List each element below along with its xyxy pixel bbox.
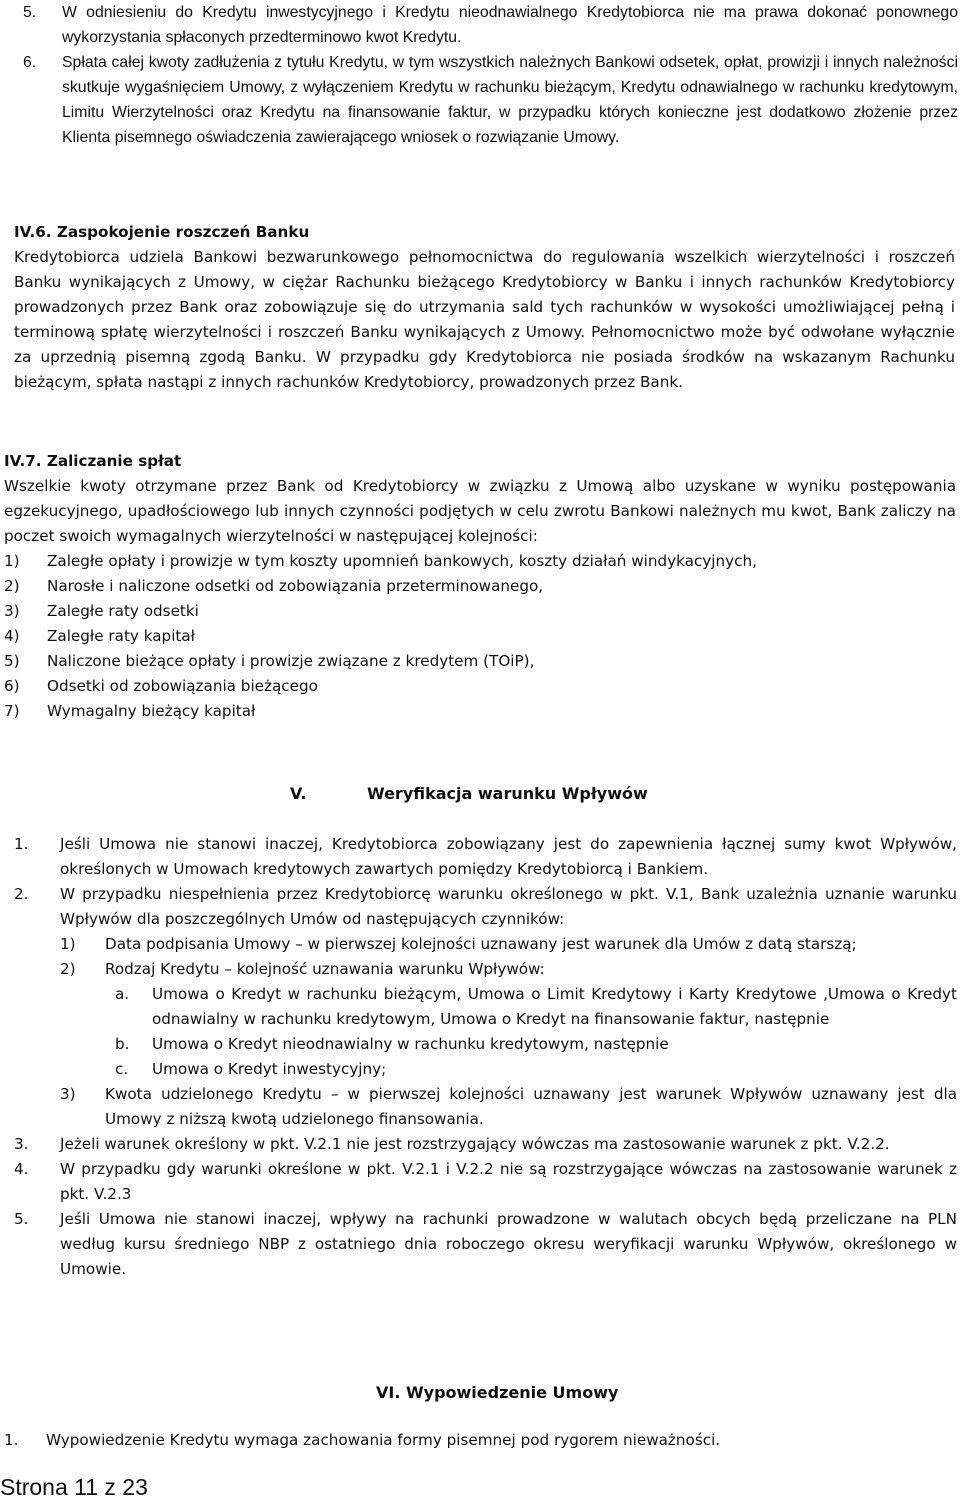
section-v (0, 832, 960, 1282)
sub-sub-list-item (0, 1032, 960, 1057)
section-vi-heading: VI. Wypowiedzenie Umowy (376, 1383, 619, 1402)
list-item-text: W przypadku niespełnienia przez Kredytobiorcę warunku określonego w pkt. V.1, Bank uzależnia uznanie warunku Wpływów dla poszczególnych Umów od następujących czynników: (60, 885, 957, 928)
list-item (0, 549, 960, 574)
section-heading: IV.6. Zaspokojenie roszczeń Banku (14, 223, 310, 241)
list-item-number: 2) (4, 577, 20, 595)
list-item-number: 5) (4, 652, 20, 670)
sub-sub-list-item-letter: c. (115, 1060, 129, 1078)
list-item (0, 699, 960, 724)
list-item-number: 1. (4, 1431, 19, 1449)
list-item-text: Wypowiedzenie Kredytu wymaga zachowania formy pisemnej pod rygorem nieważności. (46, 1431, 721, 1449)
list-item-number: 6) (4, 677, 20, 695)
list-item (0, 50, 960, 150)
list-item-text: Wymagalny bieżący kapitał (47, 702, 256, 720)
list-item-text: Odsetki od zobowiązania bieżącego (47, 677, 318, 695)
sub-list-item (0, 1082, 960, 1132)
section-iv-7 (0, 449, 960, 724)
sub-list-item-number: 3) (60, 1085, 76, 1103)
sub-list-item (0, 957, 960, 982)
list-item (0, 624, 960, 649)
list-item-text: W przypadku gdy warunki określone w pkt. V.2.1 i V.2.2 nie są rozstrzygające wówczas na zastosowanie warunek z pkt. V.2.3 (60, 1160, 957, 1203)
list-item-number: 1) (4, 552, 20, 570)
list-item-text: Narosłe i naliczone odsetki od zobowiązania przeterminowanego, (47, 577, 544, 595)
list-item (0, 1157, 960, 1207)
sub-sub-list-item-text: Umowa o Kredyt w rachunku bieżącym, Umowa o Limit Kredytowy i Karty Kredytowe ,Umowa o Kredyt odnawialny w rachunku kredytowym, Umowa o Kredyt na finansowanie faktur, następnie (152, 985, 957, 1028)
sub-sub-list-item-text: Umowa o Kredyt inwestycyjny; (152, 1060, 387, 1078)
section-heading: IV.7. Zaliczanie spłat (4, 452, 182, 470)
sub-list-item-text: Rodzaj Kredytu – kolejność uznawania warunku Wpływów: (105, 960, 545, 978)
list-item (0, 1207, 960, 1282)
list-item-text: Jeśli Umowa nie stanowi inaczej, Kredytobiorca zobowiązany jest do zapewnienia łącznej sumy kwot Wpływów, określonych w Umowach kredytowych zawartych pomiędzy Kredytobiorcą i Bankiem. (60, 835, 957, 878)
list-item (0, 832, 960, 882)
list-item-text: Jeżeli warunek określony w pkt. V.2.1 nie jest rozstrzygający wówczas ma zastosowanie warunek z pkt. V.2.2. (60, 1135, 890, 1153)
list-item-text: Zaległe opłaty i prowizje w tym koszty upomnień bankowych, koszty działań windykacyjnych, (47, 552, 757, 570)
list-item-text: Spłata całej kwoty zadłużenia z tytułu Kredytu, w tym wszystkich należnych Bankowi odsetek, opłat, prowizji i innych należności skutkuje wygaśnięciem Umowy, z wyłączeniem Kredytu w rachunku bieżącym, Kredytu odnawialnego w rachunku kredytowym, Limitu Wierzytelności oraz Kredytu na finansowanie faktur, w przypadku których konieczne jest dodatkowo złożenie przez Klienta pisemnego oświadczenia zawierającego wniosek o rozwiązanie Umowy. (62, 54, 958, 146)
sub-list-item-number: 1) (60, 935, 76, 953)
sub-sub-list-item-text: Umowa o Kredyt nieodnawialny w rachunku kredytowym, następnie (152, 1035, 669, 1053)
list-item-text: Naliczone bieżące opłaty i prowizje związane z kredytem (TOiP), (47, 652, 535, 670)
list-item-number: 4. (14, 1160, 29, 1178)
list-item (0, 882, 960, 932)
list-item-number: 7) (4, 702, 20, 720)
page-number-footer: Strona 11 z 23 (0, 1474, 148, 1500)
list-item-number: 3) (4, 602, 20, 620)
section-paragraph: Wszelkie kwoty otrzymane przez Bank od Kredytobiorcy w związku z Umową albo uzyskane w wyniku postępowania egzekucyjnego, upadłościowego lub innych czynności podjętych w celu zwrotu Bankowi należnych mu kwot, Bank zaliczy na poczet swoich wymagalnych wierzytelności w następującej kolejności: (4, 477, 956, 545)
list-item (0, 599, 960, 624)
list-item-number: 5. (14, 1210, 29, 1228)
sub-sub-list-item-letter: a. (115, 985, 130, 1003)
payment-order-list (0, 549, 960, 724)
list-item-number: 3. (14, 1135, 29, 1153)
list-item-text: W odniesieniu do Kredytu inwestycyjnego i Kredytu nieodnawialnego Kredytobiorca nie ma prawa dokonać ponownego wykorzystania spłaconych przedterminowo kwot Kredytu. (62, 4, 958, 46)
list-item-number: 5. (23, 4, 37, 21)
list-item-number: 1. (14, 835, 29, 853)
list-item (0, 1132, 960, 1157)
list-item-text: Zaległe raty kapitał (47, 627, 195, 645)
list-item-number: 6. (23, 54, 37, 71)
section-title: Weryfikacja warunku Wpływów (367, 784, 648, 803)
list-item-text: Jeśli Umowa nie stanowi inaczej, wpływy na rachunki prowadzone w walutach obcych będą przeliczane na PLN według kursu średniego NBP z ostatniego dnia roboczego okresu weryfikacji warunku Wpływów, określonego w Umowie. (60, 1210, 957, 1278)
sub-list-item-text: Kwota udzielonego Kredytu – w pierwszej kolejności uznawany jest warunek Wpływów uznawany jest dla Umowy z niższą kwotą udzielonego finansowania. (105, 1085, 957, 1128)
list-item (0, 574, 960, 599)
section-paragraph: Kredytobiorca udziela Bankowi bezwarunkowego pełnomocnictwa do regulowania wszelkich wierzytelności i roszczeń Banku wynikających z Umowy, w ciężar Rachunku bieżącego Kredytobiorcy w Banku i innych rachunków Kredytobiorcy prowadzonych przez Bank oraz zobowiązuje się do utrzymania sald tych rachunków w wysokości umożliwiającej pełną i terminową spłatę wierzytelności i roszczeń Banku wynikających z Umowy. Pełnomocnictwo może być odwołane wyłącznie za uprzednią pisemną zgodą Banku. W przypadku gdy Kredytobiorca nie posiada środków na wskazanym Rachunku bieżącym, spłata nastąpi z innych rachunków Kredytobiorcy, prowadzonych przez Bank. (14, 248, 955, 391)
list-item (0, 0, 960, 50)
section-vi (0, 1428, 960, 1453)
section-number: V. (290, 784, 307, 803)
sub-list-item-text: Data podpisania Umowy – w pierwszej kolejności uznawany jest warunek dla Umów z datą starszą; (105, 935, 857, 953)
list-item-number: 4) (4, 627, 20, 645)
sub-list-item-number: 2) (60, 960, 76, 978)
list-item (0, 1428, 960, 1453)
sub-sub-list-item-letter: b. (115, 1035, 130, 1053)
list-item (0, 674, 960, 699)
list-item (0, 649, 960, 674)
sub-list-item (0, 932, 960, 957)
list-item-number: 2. (14, 885, 29, 903)
sub-sub-list-item (0, 982, 960, 1032)
sub-sub-list-item (0, 1057, 960, 1082)
list-item-text: Zaległe raty odsetki (47, 602, 199, 620)
top-list (0, 0, 960, 150)
section-iv-6 (0, 220, 960, 395)
